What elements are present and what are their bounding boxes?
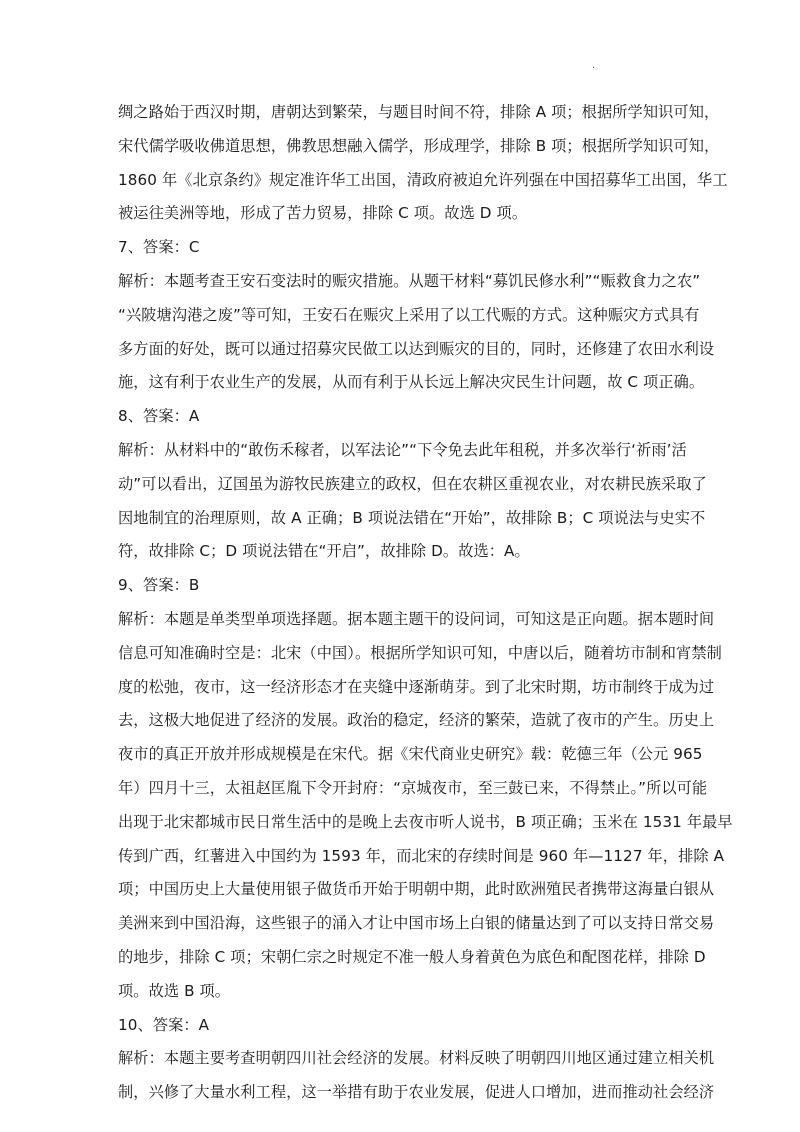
text-line: 被运往美洲等地，形成了苦力贸易，排除 C 项。故选 D 项。 — [118, 204, 528, 223]
text-line: 因地制宜的治理原则，故 A 正确；B 项说法错在“开始”，故排除 B；C 项说法与史实不 — [118, 508, 706, 527]
text-line: 美洲来到中国沿海，这些银子的涌入才让中国市场上白银的储量达到了可以支持日常交易 — [118, 914, 715, 933]
page-corner-mark: . — [592, 60, 596, 71]
text-line: 制，兴修了大量水利工程，这一举措有助于农业发展，促进人口增加，进而推动社会经济 — [118, 1083, 715, 1102]
text-line: 解析：本题主要考查明朝四川社会经济的发展。材料反映了明朝四川地区通过建立相关机 — [118, 1049, 715, 1068]
text-line: 项；中国历史上大量使用银子做货币开始于明朝中期，此时欧洲殖民者携带这海量白银从 — [118, 880, 715, 899]
text-line: 解析：本题是单类型单项选择题。据本题主题干的设问词，可知这是正向题。据本题时间 — [118, 609, 715, 628]
text-line: 9、答案：B — [118, 576, 200, 595]
text-line: 7、答案：C — [118, 238, 200, 257]
text-line: 项。故选 B 项。 — [118, 981, 231, 1000]
text-line: 出现于北宋都城市民日常生活中的是晚上去夜市听人说书，B 项正确；玉米在 1531 年最早 — [118, 812, 733, 831]
text-line: 多方面的好处，既可以通过招募灾民做工以达到赈灾的目的，同时，还修建了农田水利设 — [118, 339, 715, 358]
text-line: 绸之路始于西汉时期，唐朝达到繁荣，与题目时间不符，排除 A 项；根据所学知识可知， — [118, 103, 720, 121]
text-line: 1860 年《北京条约》规定准许华工出国，清政府被迫允许列强在中国招募华工出国，华工 — [118, 170, 728, 189]
text-line: 符，故排除 C；D 项说法错在“开启”，故排除 D。故选：A。 — [118, 542, 530, 561]
text-line: 度的松弛，夜市，这一经济形态才在夹缝中逐渐萌芽。到了北宋时期，坊市制终于成为过 — [118, 677, 715, 696]
text-line: 传到广西，红薯进入中国约为 1593 年，而北宋的存续时间是 960 年—1127 年，排除 A — [118, 846, 725, 865]
text-line: 10、答案：A — [118, 1015, 210, 1034]
text-line: “兴陂塘沟港之废”等可知，王安石在赈灾上采用了以工代赈的方式。这种赈灾方式具有 — [118, 305, 700, 324]
text-line: 的地步，排除 C 项；宋朝仁宗之时规定不准一般人身着黄色为底色和配图花样，排除 D — [118, 947, 706, 966]
text-line: 去，这极大地促进了经济的发展。政治的稳定，经济的繁荣，造就了夜市的产生。历史上 — [118, 711, 715, 730]
text-line: 信息可知准确时空是：北宋（中国）。根据所学知识可知，中唐以后，随着坊市制和宵禁制 — [118, 643, 722, 662]
text-line: 夜市的真正开放并形成规模是在宋代。据《宋代商业史研究》载：乾德三年（公元 965 — [118, 745, 703, 764]
text-line: 动”可以看出，辽国虽为游牧民族建立的政权，但在农耕区重视农业，对农耕民族采取了 — [118, 474, 707, 493]
text-line: 年）四月十三，太祖赵匡胤下令开封府：“京城夜市，至三鼓已来，不得禁止。”所以可能 — [118, 778, 708, 797]
text-line: 施，这有利于农业生产的发展，从而有利于从长远上解决灾民生计问题，故 C 项正确。 — [118, 373, 705, 392]
text-line: 解析：本题考查王安石变法时的赈灾措施。从题干材料“募饥民修水利”“赈救食力之农” — [118, 271, 701, 290]
text-line: 解析：从材料中的“敢伤禾稼者，以军法论”“下令免去此年租税，并多次举行‘祈雨’活 — [118, 440, 687, 459]
text-line: 8、答案：A — [118, 407, 200, 426]
text-line: 宋代儒学吸收佛道思想，佛教思想融入儒学，形成理学，排除 B 项；根据所学知识可知， — [118, 136, 720, 155]
document-body — [118, 96, 733, 1110]
